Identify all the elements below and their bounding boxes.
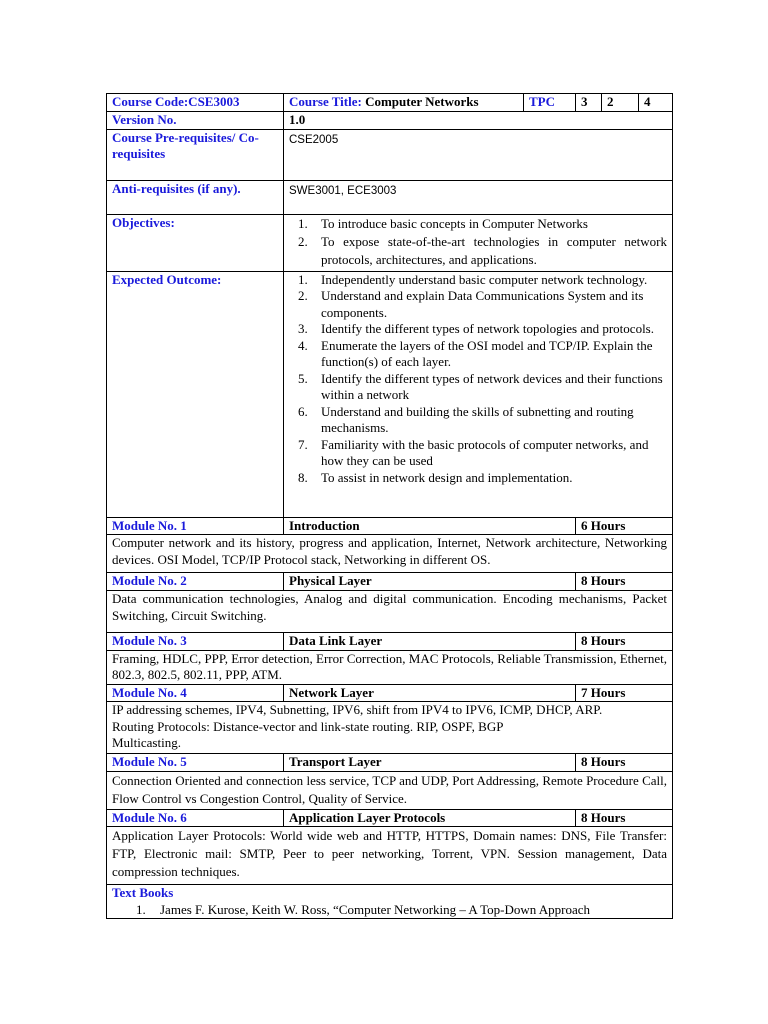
course-code: Course Code:CSE3003 [107,94,284,112]
module-header-row [107,573,673,591]
list-item: 1. To introduce basic concepts in Computer Networks [298,215,588,231]
module-title: Physical Layer [284,573,576,591]
list-item: 2. To expose state-of-the-art technologies in computer network protocols, architectures, and applications. [298,233,667,267]
module-hours: 8 Hours [576,573,673,591]
module-hours: 8 Hours [576,754,673,772]
outcomes-row [107,271,673,517]
textbooks-cell [107,885,673,919]
tpc-theory: 3 [576,94,602,112]
outcomes-list [289,272,667,487]
list-item: 3. Identify the different types of network topologies and protocols. [298,321,654,336]
module-number: Module No. 3 [107,633,284,651]
anti-value: SWE3001, ECE3003 [284,180,673,214]
module-content [107,702,673,754]
module-header-row [107,633,673,651]
tpc-practical: 2 [602,94,639,112]
version-row [107,112,673,130]
module-title: Network Layer [284,684,576,702]
module-content-row [107,591,673,633]
module-content: Data communication technologies, Analog and digital communication. Encoding mechanisms, Packet Switching, Circuit Switching. [107,591,673,633]
prereq-value: CSE2005 [284,129,673,180]
list-item: 1. Independently understand basic computer network technology. [298,271,648,287]
objectives-list [289,215,667,269]
module-title: Data Link Layer [284,633,576,651]
module-header-row [107,809,673,827]
list-item: 6. Understand and building the skills of subnetting and routing mechanisms. [298,403,634,435]
list-item: 7. Familiarity with the basic protocols of computer networks, and how they can be used [298,436,649,468]
textbooks-label: Text Books [112,885,174,900]
module-content-row [107,771,673,809]
module-content: Application Layer Protocols: World wide web and HTTP, HTTPS, Domain names: DNS, File Transfer: FTP, Electronic mail: SMTP, Peer to peer networking, Torrent, VPN. Session management, Data compression techniques. [107,827,673,885]
syllabus-table [106,93,673,919]
anti-label: Anti-requisites (if any). [107,180,284,214]
module-number: Module No. 6 [107,809,284,827]
module-content-line: Routing Protocols: Distance-vector and link-state routing. RIP, OSPF, BGP [112,718,504,734]
module-title: Introduction [284,517,576,535]
list-item: 5. Identify the different types of network devices and their functions within a network [298,370,663,402]
course-title-label: Course Title: [289,94,362,109]
module-hours: 6 Hours [576,517,673,535]
module-number: Module No. 5 [107,754,284,772]
outcomes-cell [284,271,673,517]
module-content-row [107,827,673,885]
module-hours: 8 Hours [576,809,673,827]
module-number: Module No. 1 [107,517,284,535]
module-header-row [107,684,673,702]
header-row [107,94,673,112]
objectives-cell [284,214,673,271]
list-item: 1. James F. Kurose, Keith W. Ross, “Computer Networking – A Top-Down Approach [136,901,591,917]
module-title: Transport Layer [284,754,576,772]
course-title-value: Computer Networks [361,94,479,109]
list-item: 2. Understand and explain Data Communications System and its components. [298,288,644,320]
module-number: Module No. 4 [107,684,284,702]
module-header-row [107,754,673,772]
module-content-row [107,702,673,754]
module-content-line: Multicasting. [112,735,181,750]
course-title-cell [284,94,524,112]
module-title: Application Layer Protocols [284,809,576,827]
tpc-credits: 4 [639,94,673,112]
module-content-row [107,650,673,684]
module-header-row [107,517,673,535]
objectives-label: Objectives: [107,214,284,271]
module-hours: 8 Hours [576,633,673,651]
anti-row [107,180,673,214]
outcomes-label: Expected Outcome: [107,271,284,517]
module-content: Computer network and its history, progress and application, Internet, Network architecture, Networking devices. OSI Model, TCP/IP Protocol stack, Networking in different OS. [107,535,673,573]
module-content: Framing, HDLC, PPP, Error detection, Error Correction, MAC Protocols, Reliable Transmission, Ethernet, 802.3, 802.5, 802.11, PPP, ATM. [107,650,673,684]
list-item: 4. Enumerate the layers of the OSI model and TCP/IP. Explain the function(s) of each layer. [298,337,653,369]
module-number: Module No. 2 [107,573,284,591]
tpc-label: TPC [524,94,576,112]
module-content-line: IP addressing schemes, IPV4, Subnetting, IPV6, shift from IPV4 to IPV6, ICMP, DHCP, ARP. [112,702,603,717]
module-content-row [107,535,673,573]
version-label: Version No. [107,112,284,130]
module-content: Connection Oriented and connection less service, TCP and UDP, Port Addressing, Remote Procedure Call, Flow Control vs Congestion Control, Quality of Service. [107,771,673,809]
version-value: 1.0 [284,112,673,130]
objectives-row [107,214,673,271]
list-item: 8. To assist in network design and implementation. [298,469,573,485]
prereq-label: Course Pre-requisites/ Co-requisites [107,129,284,180]
module-hours: 7 Hours [576,684,673,702]
textbooks-row [107,885,673,919]
prereq-row [107,129,673,180]
